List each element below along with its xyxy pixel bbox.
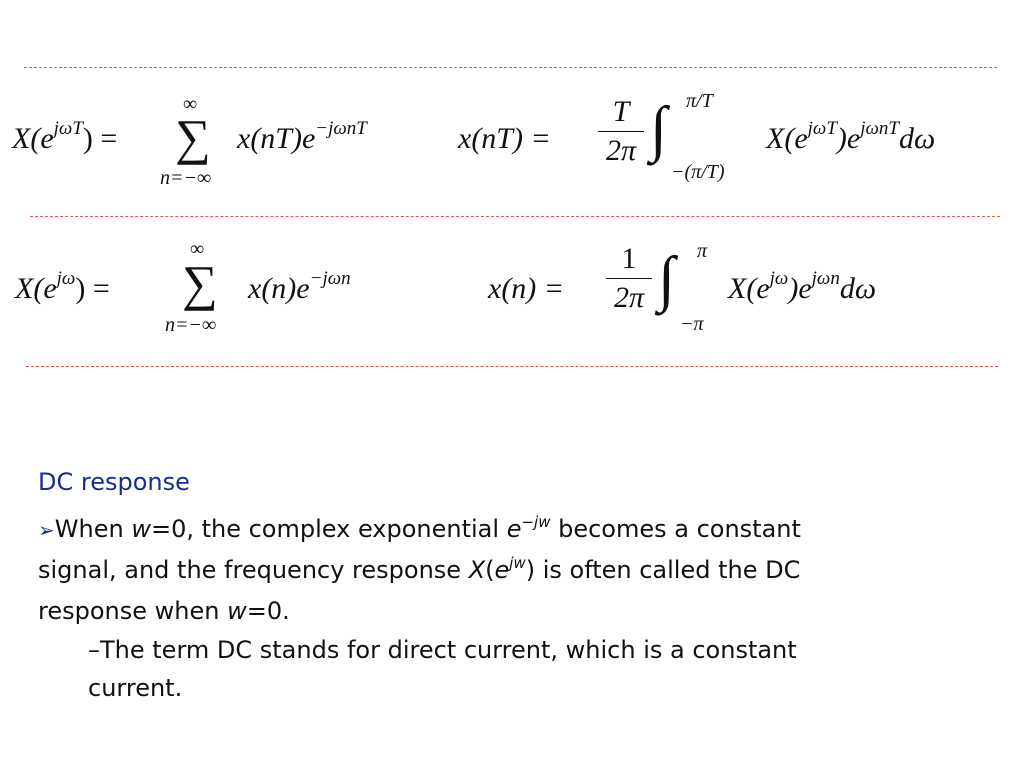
bullet-text: =0, the complex exponential [150, 515, 507, 543]
sum-upper-limit: ∞ [190, 238, 205, 260]
eq-lhs-exponent: jωT [53, 118, 83, 139]
eq-body: x(nT)e [237, 122, 316, 155]
fraction-numerator: 1 [621, 242, 637, 275]
integral-symbol: ∫ [650, 95, 667, 163]
bullet-text: When [54, 515, 132, 543]
summation-symbol: ∑ [182, 255, 218, 311]
eq-lhs: x(n) = [488, 272, 565, 305]
sub-bullet-line-2 [88, 669, 797, 707]
eq-body-exponent: −jωn [309, 268, 351, 289]
fraction-denominator: 2π [613, 281, 645, 314]
eq-body-a: X(e [766, 122, 808, 155]
eq-body-b: )e [836, 122, 861, 155]
sub-bullet-text: current. [88, 674, 183, 702]
eq-body-a-exponent: jωT [807, 118, 837, 139]
eq-lhs-close: ) = [82, 122, 118, 155]
variable-w: w [227, 597, 247, 625]
integral-symbol: ∫ [658, 245, 675, 313]
fraction-numerator: T [612, 95, 630, 128]
sub-bullet-text: The term DC stands for direct current, which is a constant [100, 636, 797, 664]
section-heading: DC response [38, 468, 190, 496]
bullet-text: ( [485, 556, 495, 584]
bullet-paragraph [38, 510, 801, 630]
eq-body-b: )e [788, 272, 812, 305]
sub-bullet [88, 631, 797, 707]
variable-w: w [131, 515, 151, 543]
integral-lower-limit: −π [680, 313, 704, 335]
integral-upper-limit: π/T [686, 90, 713, 112]
eq-body: x(n)e [248, 272, 310, 305]
sub-bullet-line-1 [88, 631, 797, 669]
variable-X: X [468, 556, 486, 584]
sub-bullet-dash: – [88, 636, 100, 664]
eq-body-c: dω [898, 122, 936, 155]
eq-body-exponent: −jωnT [315, 118, 367, 139]
integral-lower-limit: −(π/T) [671, 161, 725, 183]
eq-lhs-close: ) = [75, 272, 110, 305]
bullet-text: =0. [246, 597, 290, 625]
sum-lower-limit: n=−∞ [165, 314, 217, 336]
dashed-separator-bottom [26, 366, 998, 367]
integral-upper-limit: π [697, 240, 708, 262]
dashed-separator-middle [30, 216, 1000, 217]
eq-body-b-exponent: jωnT [860, 118, 899, 139]
fraction [606, 244, 652, 313]
bullet-line-3 [38, 592, 801, 630]
bullet-text: ) is often called the DC [525, 556, 801, 584]
exponent: −jw [521, 513, 551, 531]
eq-lhs-exponent: jω [56, 268, 76, 289]
bullet-arrow-icon: ➢ [38, 518, 55, 542]
eq-body-a-exponent: jω [769, 268, 789, 289]
sum-lower-limit: n=−∞ [160, 167, 212, 189]
exponent: jw [509, 554, 526, 572]
dashed-separator-top [24, 67, 997, 68]
fraction-denominator: 2π [605, 134, 637, 167]
bullet-text: signal, and the frequency response [38, 556, 469, 584]
bullet-text: becomes a constant [550, 515, 801, 543]
sum-upper-limit: ∞ [183, 93, 198, 115]
summation-symbol: ∑ [175, 109, 211, 165]
bullet-line-1 [38, 510, 801, 551]
eq-lhs: X(e [15, 272, 57, 305]
eq-body-b-exponent: jωn [811, 268, 840, 289]
eq-lhs: X(e [12, 122, 54, 155]
bullet-text: response when [38, 597, 228, 625]
eq-lhs: x(nT) = [458, 122, 551, 155]
eq-body-a: X(e [728, 272, 770, 305]
eq-body-c: dω [839, 272, 877, 305]
bullet-line-2 [38, 551, 801, 592]
fraction [598, 97, 644, 166]
variable-e: e [494, 556, 510, 584]
variable-e: e [506, 515, 522, 543]
